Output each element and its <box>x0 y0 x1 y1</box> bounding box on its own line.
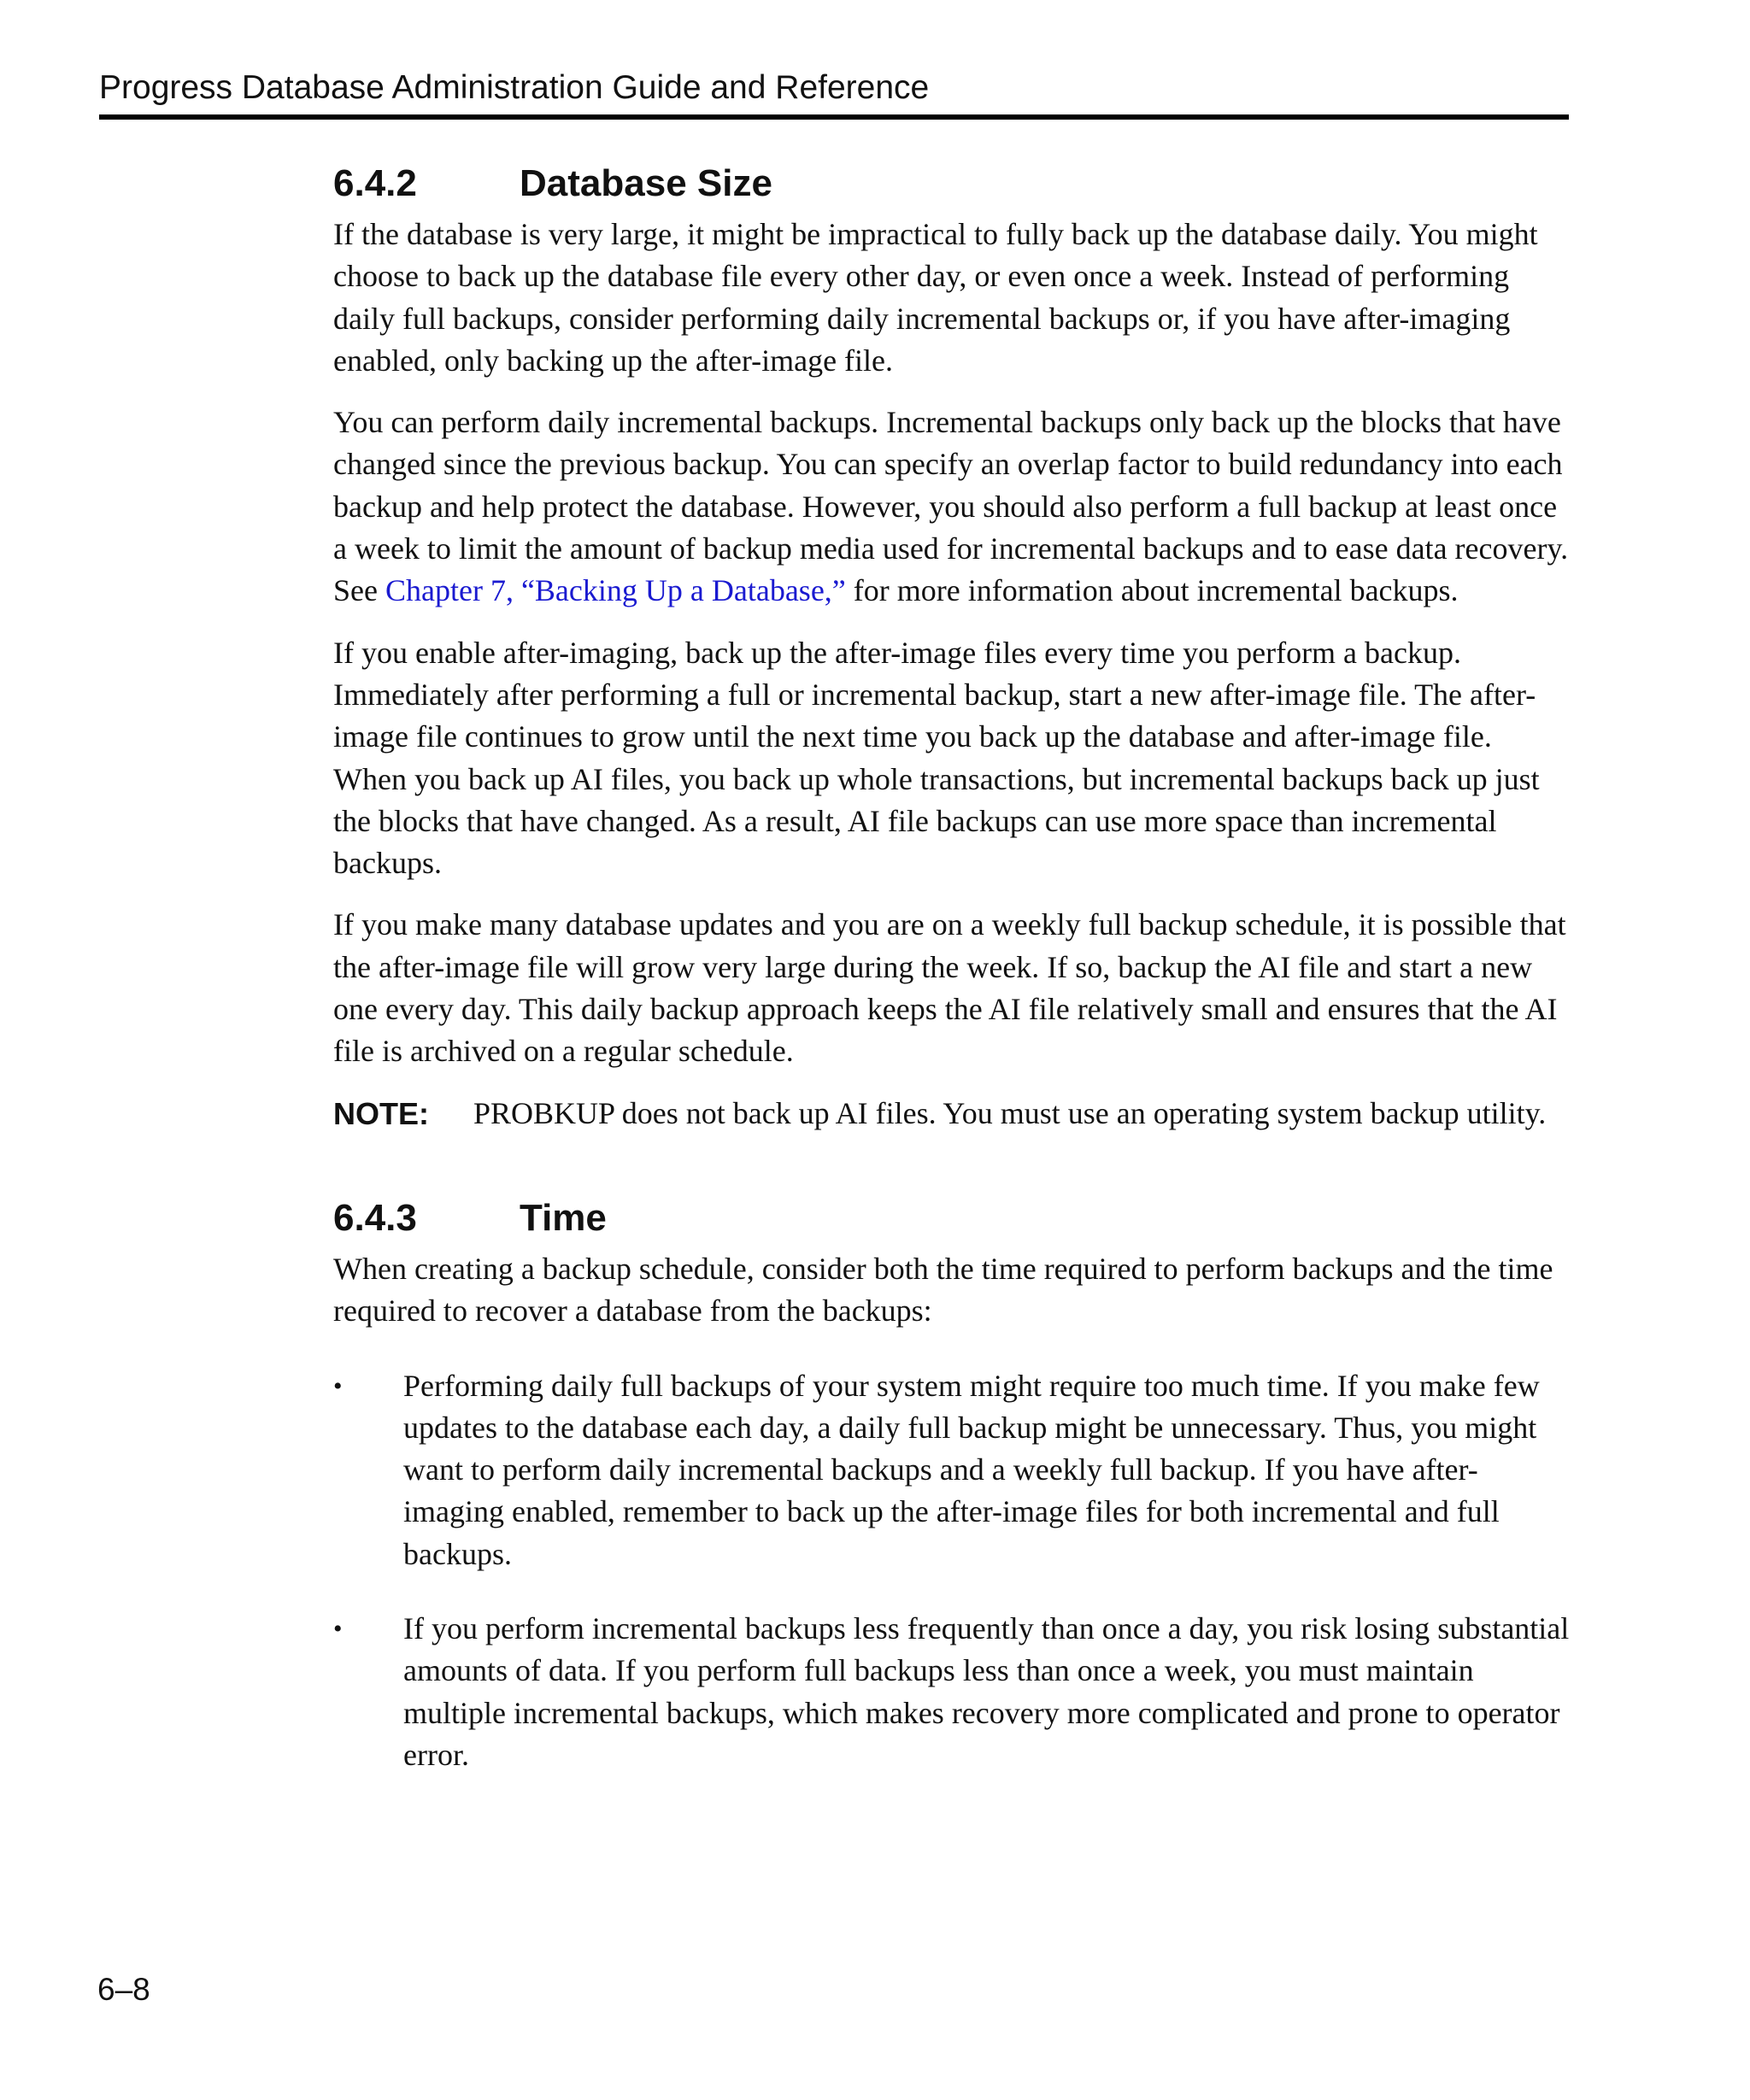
bullet-icon: • <box>333 1371 343 1400</box>
bullet-icon: • <box>333 1615 343 1644</box>
section-heading-database-size <box>333 154 1571 214</box>
bullet-list <box>333 1365 1571 1777</box>
note-text: PROBKUP does not back up AI files. You must use an operating system backup utility. <box>473 1095 1547 1130</box>
section-title: Time <box>520 1196 607 1239</box>
list-item-text: Performing daily full backups of your system might require too much time. If you make few updates to the database each day, a daily full backup might be unnecessary. Thus, you might want to perform daily incremental backups and a weekly full backup. If you have after-imaging enabled, remember to back up the after-image files for both incremental and full backups. <box>403 1368 1540 1571</box>
section-time <box>333 1188 1571 1776</box>
list-item <box>333 1608 1571 1776</box>
section-title: Database Size <box>520 162 772 204</box>
paragraph-text-after-link: for more information about incremental backups. <box>845 573 1459 608</box>
paragraph-large-database: If the database is very large, it might be impractical to fully back up the database daily. You might choose to back up the database file every other day, or even once a week. Instead of performing daily full backups, consider performing daily incremental backups or, if you have after-imaging enabled, only backing up the after-image file. <box>333 217 1538 378</box>
note-block <box>333 1093 1571 1135</box>
list-item <box>333 1365 1571 1575</box>
section-heading-time <box>333 1188 1571 1248</box>
running-header-title: Progress Database Administration Guide and Reference <box>99 69 930 106</box>
note-label: NOTE: <box>333 1095 429 1131</box>
chapter-7-link[interactable]: Chapter 7, “Backing Up a Database,” <box>385 573 846 608</box>
paragraph-after-imaging: If you enable after-imaging, back up the after-image files every time you perform a backup. Immediately after performing a full or incremental backup, start a new after-image file. The after-image file continues to grow until the next time you back up the database and after-image file. When you back up AI files, you back up whole transactions, but incremental backups back up just the blocks that have changed. As a result, AI file backups can use more space than incremental backups. <box>333 635 1540 881</box>
paragraph-text-before-link: You can perform daily incremental backups. Incremental backups only back up the blocks that have changed since the previous backup. You can specify an overlap factor to build redundancy into each backup and help protect the database. However, you should also perform a full backup at least once a week to limit the amount of backup media used for incremental backups and to ease data recovery. See <box>333 405 1569 608</box>
page-number: 6–8 <box>97 1972 150 2007</box>
running-header <box>99 67 1569 120</box>
paragraph-weekly-schedule: If you make many database updates and you are on a weekly full backup schedule, it is possible that the after-image file will grow very large during the week. If so, backup the AI file and start a new one every day. This daily backup approach keeps the AI file relatively small and ensures that the AI file is archived on a regular schedule. <box>333 907 1566 1069</box>
section-number: 6.4.2 <box>333 162 417 204</box>
page-content <box>333 154 1571 1809</box>
paragraph-time-intro: When creating a backup schedule, consider both the time required to perform backups and the time required to recover a database from the backups: <box>333 1251 1553 1329</box>
paragraph-incremental-backups <box>333 402 1571 612</box>
section-number: 6.4.3 <box>333 1196 417 1239</box>
list-item-text: If you perform incremental backups less frequently than once a day, you risk losing substantial amounts of data. If you perform full backups less than once a week, you must maintain multiple incremental backups, which makes recovery more complicated and prone to operator error. <box>403 1611 1570 1772</box>
section-database-size <box>333 154 1571 1135</box>
